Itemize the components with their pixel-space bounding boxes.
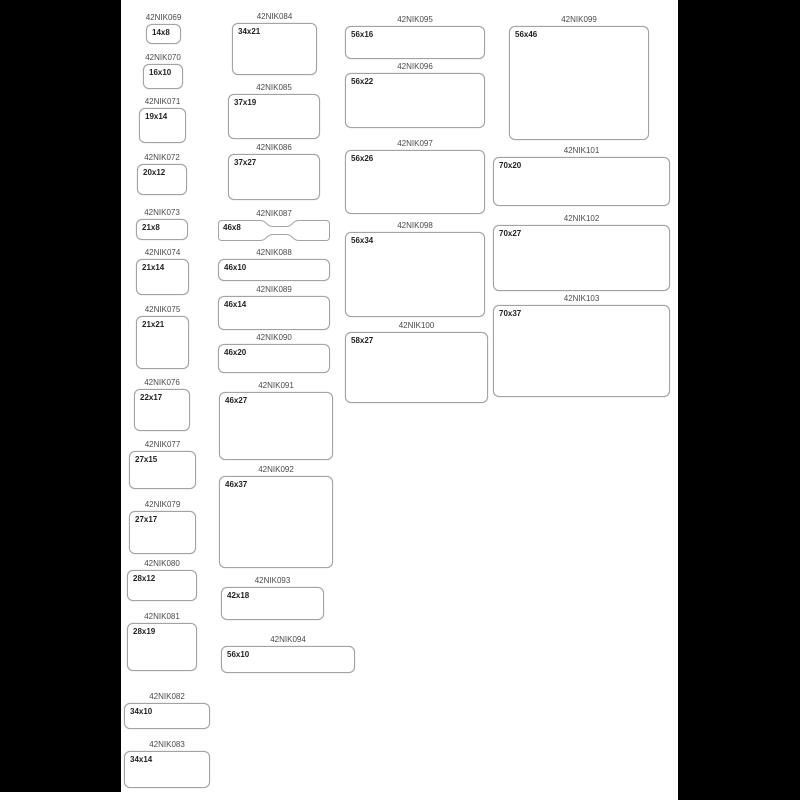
label-box	[124, 751, 210, 788]
label-code: 42NIK084	[256, 12, 293, 21]
label-code: 42NIK091	[258, 381, 294, 390]
label-size: 21x21	[142, 320, 165, 329]
label-box	[221, 646, 355, 673]
label-size: 46x27	[225, 396, 248, 405]
right-black-band	[678, 0, 800, 800]
label-code: 42NIK102	[563, 214, 600, 223]
label-code: 42NIK086	[256, 143, 292, 152]
label-box	[134, 389, 190, 431]
label-box	[228, 154, 320, 200]
label-size: 27x15	[135, 455, 158, 464]
label-size: 22x17	[140, 393, 163, 402]
label-box	[228, 94, 320, 139]
label-size: 21x8	[142, 223, 160, 232]
label-size: 70x20	[499, 161, 522, 170]
label-code: 42NIK071	[144, 97, 181, 106]
label-box	[136, 316, 189, 369]
label-box	[345, 232, 485, 317]
label-box	[221, 587, 324, 620]
label-size: 28x19	[133, 627, 156, 636]
label-size: 70x37	[499, 309, 522, 318]
label-code: 42NIK077	[144, 440, 181, 449]
label-size: 46x8	[223, 223, 241, 232]
label-code: 42NIK076	[144, 378, 180, 387]
label-box	[146, 24, 181, 44]
label-size: 56x22	[351, 77, 374, 86]
label-box	[218, 344, 330, 373]
label-box	[509, 26, 649, 140]
label-size: 21x14	[142, 263, 165, 272]
label-size: 14x8	[152, 28, 170, 37]
label-box	[143, 64, 183, 89]
label-box	[218, 259, 330, 281]
label-code: 42NIK101	[563, 146, 600, 155]
label-code: 42NIK090	[256, 333, 292, 342]
label-box	[493, 225, 670, 291]
label-code: 42NIK096	[397, 62, 433, 71]
label-box	[345, 150, 485, 214]
label-size: 42x18	[227, 591, 250, 600]
label-box	[219, 392, 333, 460]
label-box	[345, 73, 485, 128]
left-black-band	[0, 0, 121, 792]
label-code: 42NIK088	[256, 248, 292, 257]
label-code: 42NIK074	[144, 248, 181, 257]
label-size: 56x16	[351, 30, 374, 39]
label-code: 42NIK070	[145, 53, 181, 62]
label-code: 42NIK097	[397, 139, 433, 148]
label-code: 42NIK103	[563, 294, 600, 303]
label-code: 42NIK094	[270, 635, 306, 644]
label-box	[232, 23, 317, 75]
label-code: 42NIK082	[149, 692, 185, 701]
label-box	[218, 296, 330, 330]
label-code: 42NIK098	[397, 221, 433, 230]
label-box	[127, 623, 197, 671]
label-size: 56x34	[351, 236, 374, 245]
label-size: 46x20	[224, 348, 247, 357]
label-box	[136, 219, 188, 240]
label-code: 42NIK080	[144, 559, 180, 568]
label-size: 34x21	[238, 27, 261, 36]
label-code: 42NIK087	[256, 209, 292, 218]
label-box	[137, 164, 187, 195]
label-size: 56x26	[351, 154, 374, 163]
label-code: 42NIK092	[258, 465, 294, 474]
label-code: 42NIK079	[144, 500, 181, 509]
label-code: 42NIK072	[144, 153, 180, 162]
label-size: 19x14	[145, 112, 168, 121]
label-code: 42NIK095	[397, 15, 433, 24]
label-box	[345, 332, 488, 403]
label-code: 42NIK073	[144, 208, 180, 217]
label-code: 42NIK099	[561, 15, 597, 24]
label-box	[139, 108, 186, 143]
label-code: 42NIK083	[149, 740, 185, 749]
label-box	[493, 157, 670, 206]
label-box	[345, 26, 485, 59]
label-size: 37x19	[234, 98, 257, 107]
label-size: 16x10	[149, 68, 172, 77]
label-size: 46x14	[224, 300, 247, 309]
label-box	[127, 570, 197, 601]
label-box	[129, 451, 196, 489]
label-code: 42NIK075	[144, 305, 181, 314]
label-code: 42NIK100	[398, 321, 435, 330]
label-code: 42NIK069	[145, 13, 182, 22]
label-box	[129, 511, 196, 554]
label-size: 20x12	[143, 168, 166, 177]
label-size: 46x37	[225, 480, 248, 489]
label-code: 42NIK089	[256, 285, 292, 294]
label-box	[493, 305, 670, 397]
label-size: 56x46	[515, 30, 538, 39]
label-size: 34x10	[130, 707, 153, 716]
label-code: 42NIK085	[256, 83, 292, 92]
label-size: 28x12	[133, 574, 156, 583]
label-code: 42NIK093	[254, 576, 291, 585]
label-code: 42NIK081	[144, 612, 180, 621]
label-box-notched	[218, 220, 330, 241]
label-box	[124, 703, 210, 729]
label-size: 46x10	[224, 263, 247, 272]
label-size: 27x17	[135, 515, 158, 524]
label-size: 37x27	[234, 158, 257, 167]
label-size: 34x14	[130, 755, 153, 764]
label-size: 58x27	[351, 336, 374, 345]
label-size: 70x27	[499, 229, 522, 238]
label-size: 56x10	[227, 650, 250, 659]
label-box	[136, 259, 189, 295]
label-box	[219, 476, 333, 568]
